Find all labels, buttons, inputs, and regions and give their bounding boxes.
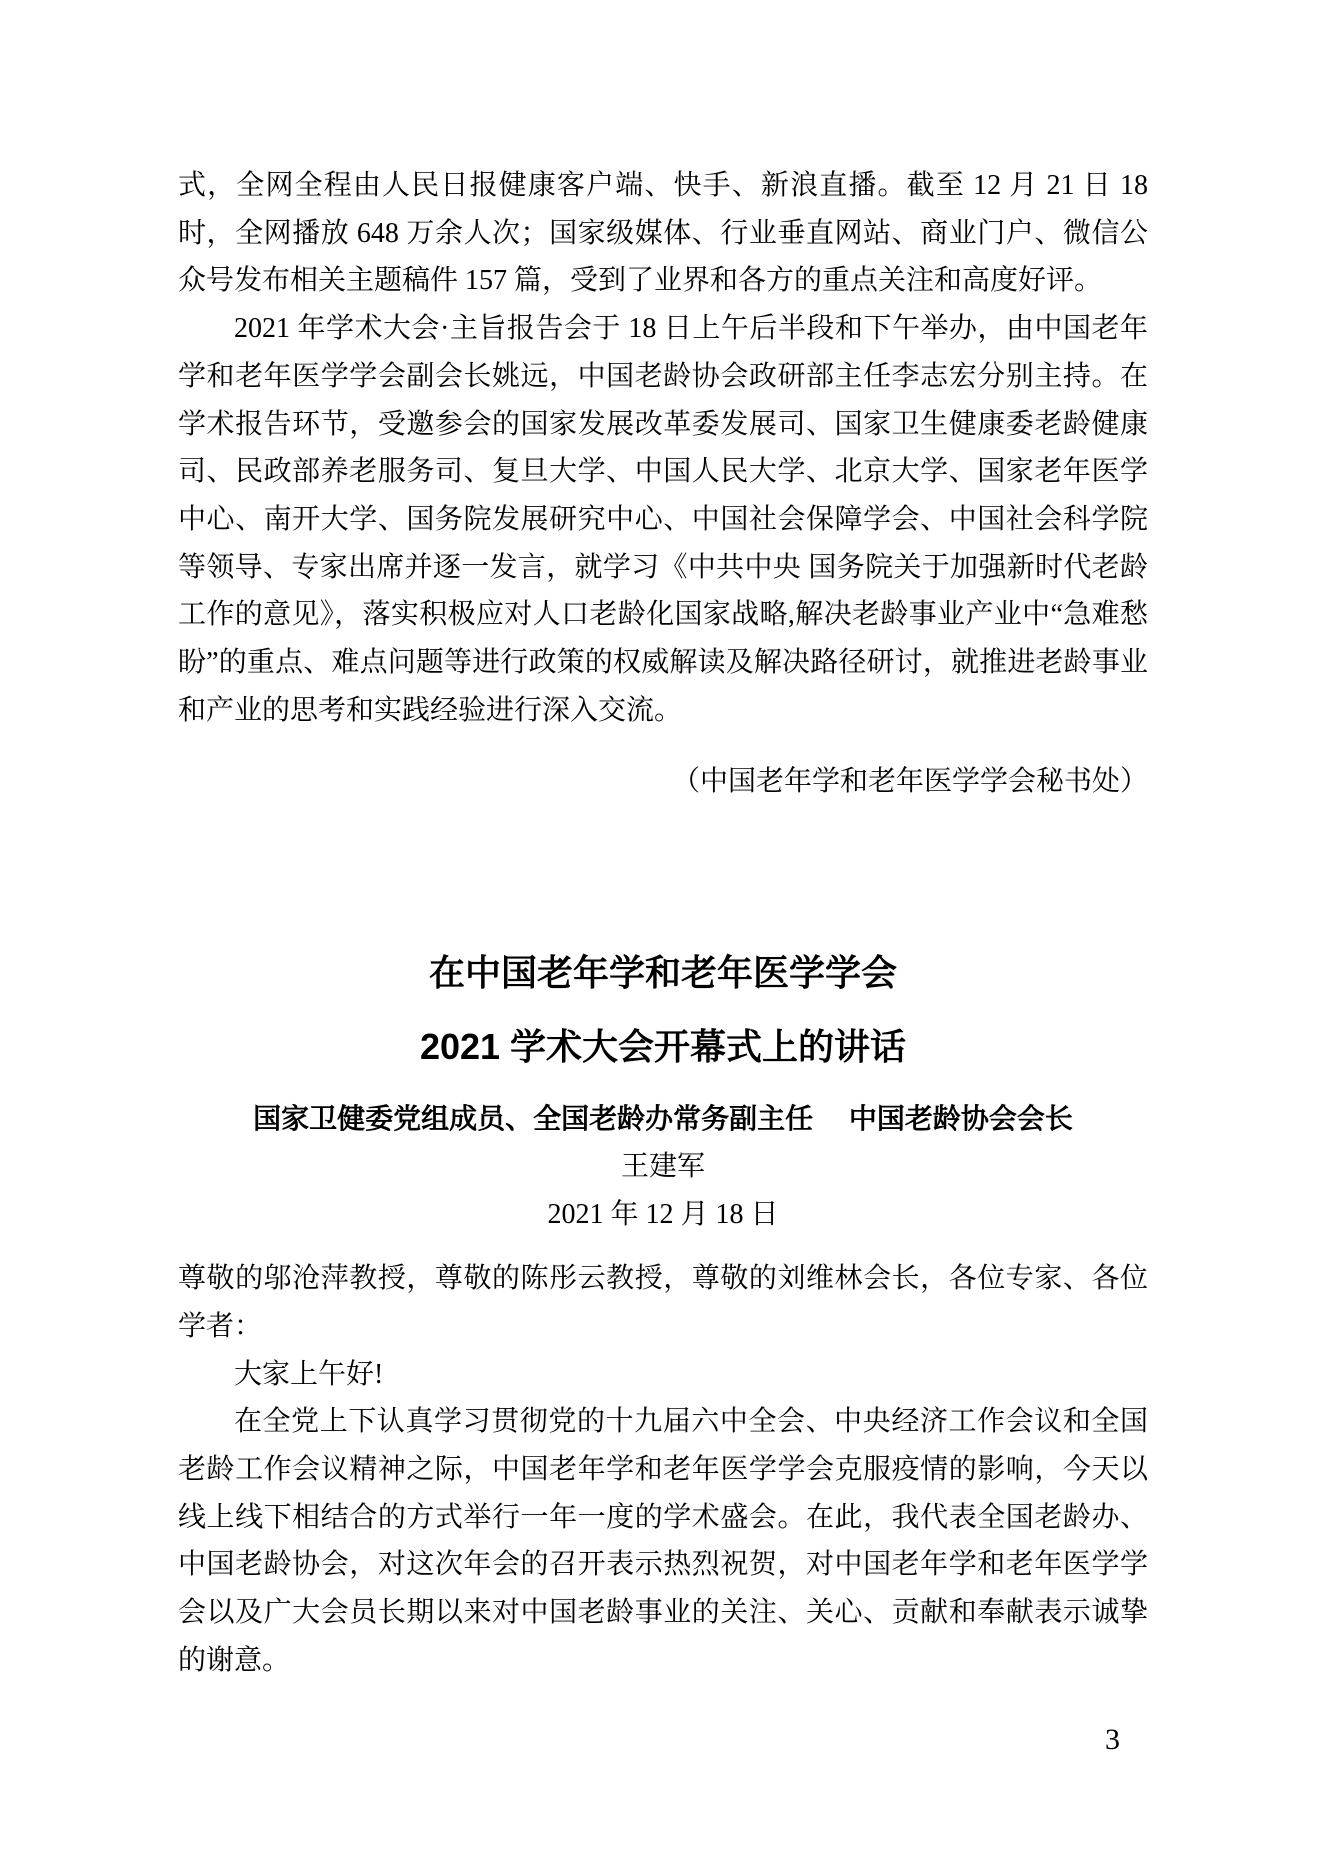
speaker-byline: 国家卫健委党组成员、全国老龄办常务副主任 中国老龄协会会长 [253,1103,1073,1135]
page-number: 3 [1105,1723,1120,1756]
paragraph-keynote-session: 2021 年学术大会·主旨报告会于 18 日上午后半段和下午举办，由中国老年学和老年医学学会副会长姚远，中国老龄协会政研部主任李志宏分别主持。在学术报告环节，受邀参会的国家发展改革委发展司、国家卫生健康委老龄健康司、民政部养老服务司、复旦大学、中国人民大学、北京大学、国家老年医学中心、南开大学、国务院发展研究中心、中国社会保障学会、中国社会科学院等领导、专家出席并逐一发言，就学习《中共中央 国务院关于加强新时代老龄工作的意见》，落实积极应对人口老龄化国家战略,解决老龄事业产业中“急难愁盼”的重点、难点问题等进行政策的权威解读及解决路径研讨，就推进老龄事业和产业的思考和实践经验进行深入交流。 [178,313,1148,726]
speaker-name: 王建军 [620,1151,705,1183]
speech-title-line1: 在中国老年学和老年医学学会 [428,952,897,994]
paragraph-broadcast-stats: 式，全网全程由人民日报健康客户端、快手、新浪直播。截至 12 月 21 日 18 时，全网播放 648 万余人次；国家级媒体、行业垂直网站、商业门户、微信公众号发布相关主题稿件 157 篇，受到了业界和各方的重点关注和高度好评。 [178,170,1148,297]
speech-title [178,936,1148,1084]
speech-title-line2: 2021 学术大会开幕式上的讲话 [419,1026,907,1068]
page-content [178,162,1148,1684]
speech-date: 2021 年 12 月 18 日 [547,1199,779,1231]
paragraph-speech-opening: 在全党上下认真学习贯彻党的十九届六中全会、中央经济工作会议和全国老龄工作会议精神之际，中国老年学和老年医学学会克服疫情的影响，今天以线上线下相结合的方式举行一年一度的学术盛会。在此，我代表全国老龄办、中国老龄协会，对这次年会的召开表示热烈祝贺，对中国老年学和老年医学学会以及广大会员长期以来对中国老龄事业的关注、关心、贡献和奉献表示诚挚的谢意。 [178,1406,1148,1676]
speech-greeting: 大家上午好! [234,1358,384,1390]
secretariat-attribution: （中国老年学和老年医学学会秘书处） [671,766,1148,798]
speech-salutation: 尊敬的邬沧萍教授，尊敬的陈彤云教授，尊敬的刘维林会长，各位专家、各位学者： [178,1263,1148,1342]
